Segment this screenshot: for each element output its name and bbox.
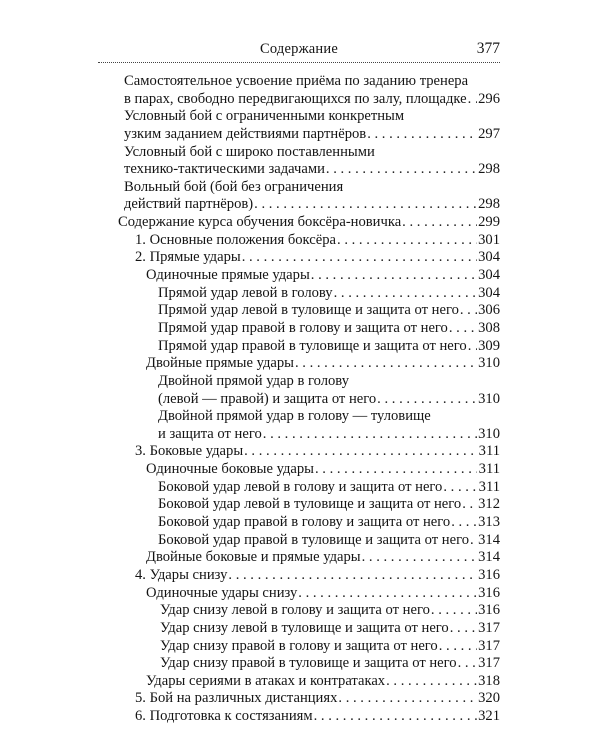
- toc-entry: [124, 161, 500, 179]
- toc-entry-line: Двойной прямой удар в голову: [158, 372, 349, 389]
- toc-entry-page: 301: [478, 231, 500, 248]
- dot-leader: [449, 320, 477, 338]
- dot-leader: [362, 549, 477, 567]
- toc-entry: [160, 655, 500, 673]
- page-number: 377: [476, 40, 500, 57]
- toc-entry-page: 321: [478, 708, 500, 725]
- toc-entry-page: 310: [478, 355, 500, 372]
- toc-entry-title: Содержание курса обучения боксёра-новичка: [118, 214, 402, 231]
- dot-leader: [386, 673, 477, 691]
- toc-entry: [158, 479, 500, 497]
- dot-leader: [338, 690, 477, 708]
- toc-entry-title: Боковой удар левой в голову и защита от него: [158, 478, 443, 495]
- toc-entry-title: Двойные прямые удары: [146, 355, 294, 372]
- toc-entry-page: 317: [478, 619, 500, 636]
- toc-entry-page: 298: [478, 161, 500, 178]
- toc-entry: [135, 690, 500, 708]
- toc-entry-page: 312: [478, 496, 500, 513]
- toc-entry-page: 311: [478, 478, 500, 495]
- toc-entry: [146, 267, 500, 285]
- toc-entry: [158, 514, 500, 532]
- dot-leader: [431, 602, 477, 620]
- toc-entry-title: Удар снизу правой в туловище и защита от него: [160, 655, 457, 672]
- dot-leader: [460, 302, 477, 320]
- toc-entry-page: 314: [478, 549, 500, 566]
- toc-entry-page: 316: [478, 584, 500, 601]
- dot-leader: [244, 443, 477, 461]
- toc-entry-page: 316: [478, 602, 500, 619]
- toc-entry-page: 313: [478, 514, 500, 531]
- toc-entry-title: и защита от него: [158, 425, 262, 442]
- dot-leader: [263, 426, 477, 444]
- toc-entry-line: Условный бой с ограниченными конкретным: [124, 108, 405, 125]
- toc-entry-title: (левой — правой) и защита от него: [158, 390, 377, 407]
- toc-entry: [135, 232, 500, 250]
- toc-entry-title: Прямой удар левой в голову: [158, 284, 333, 301]
- toc-entry: [158, 496, 500, 514]
- toc-entry-title: Прямой удар правой в голову и защита от него: [158, 319, 448, 336]
- toc-entry-title: Удар снизу левой в туловище и защита от него: [160, 619, 449, 636]
- dot-leader: [295, 355, 477, 373]
- toc-entry-title: Одиночные удары снизу: [146, 584, 298, 601]
- toc-entry-title: Одиночные боковые удары: [146, 461, 314, 478]
- toc-entry-title: 3. Боковые удары: [135, 443, 244, 460]
- dot-leader: [402, 214, 477, 232]
- toc-entry: [158, 338, 500, 356]
- toc-entry-page: 298: [478, 196, 500, 213]
- toc-entry-title: 5. Бой на различных дистанциях: [135, 690, 338, 707]
- toc-entry-title: Боковой удар правой в туловище и защита от него: [158, 531, 470, 548]
- toc-entry-page: 309: [478, 337, 500, 354]
- toc-entry-page: 317: [478, 637, 500, 654]
- toc-entry-page: 311: [478, 461, 500, 478]
- dot-leader: [315, 461, 477, 479]
- toc-entry: [124, 91, 500, 109]
- toc-entry: [158, 302, 500, 320]
- toc-entry-title: Удар снизу правой в голову и защита от него: [160, 637, 438, 654]
- toc-entry-page: 310: [478, 390, 500, 407]
- toc-entry-title: действий партнёров): [124, 196, 254, 213]
- toc-entry: [146, 585, 500, 603]
- toc-entry: [135, 249, 500, 267]
- toc-entry: [146, 355, 500, 373]
- toc-entry-title: 1. Основные положения боксёра: [135, 231, 337, 248]
- toc-entry: [146, 549, 500, 567]
- toc-entry-title: Прямой удар правой в туловище и защита от него: [158, 337, 467, 354]
- toc-entry: [158, 532, 500, 550]
- dot-leader: [298, 585, 477, 603]
- dot-leader: [326, 161, 477, 179]
- dot-leader: [451, 514, 477, 532]
- toc-entry: [158, 285, 500, 303]
- toc-entry: [160, 638, 500, 656]
- toc-entry-title: Прямой удар левой в туловище и защита от него: [158, 302, 459, 319]
- toc-entry-title: 6. Подготовка к состязаниям: [135, 708, 313, 725]
- dot-leader: [450, 620, 477, 638]
- toc-entry-title: технико-тактическими задачами: [124, 161, 325, 178]
- toc-entry-title: Боковой удар левой в туловище и защита от него: [158, 496, 462, 513]
- toc-entry-page: 311: [478, 443, 500, 460]
- dot-leader: [458, 655, 477, 673]
- toc-entry: [158, 426, 500, 444]
- toc-entry-title: 2. Прямые удары: [135, 249, 241, 266]
- toc-entry-page: 310: [478, 425, 500, 442]
- dot-leader: [314, 708, 477, 726]
- toc-entry: [124, 126, 500, 144]
- dot-leader: [439, 638, 477, 656]
- toc-entry-page: 304: [478, 267, 500, 284]
- toc-entry-line: Самостоятельное усвоение приёма по заданию тренера: [124, 73, 469, 89]
- toc-entry-title: в парах, свободно передвигающихся по залу, площадке: [124, 90, 467, 107]
- toc-entry: [160, 602, 500, 620]
- toc-entry: [135, 443, 500, 461]
- dot-leader: [462, 496, 477, 514]
- toc-entry-page: 304: [478, 249, 500, 266]
- toc-entry: [146, 673, 500, 691]
- toc-entry: [135, 708, 500, 726]
- toc-entry-title: Удары сериями в атаках и контратаках: [146, 672, 386, 689]
- toc-entry-page: 320: [478, 690, 500, 707]
- toc-entry: [135, 567, 500, 585]
- toc-entry-title: Двойные боковые и прямые удары: [146, 549, 361, 566]
- dot-leader: [468, 91, 477, 109]
- toc-entry: [158, 391, 500, 409]
- toc-entry-page: 304: [478, 284, 500, 301]
- dot-leader: [334, 285, 477, 303]
- toc-entry: [124, 196, 500, 214]
- toc-entry-line: Вольный бой (бой без ограничения: [124, 178, 344, 195]
- header-dotted-rule: [98, 62, 500, 63]
- toc-entry-page: 317: [478, 655, 500, 672]
- toc-entry-title: 4. Удары снизу: [135, 566, 228, 583]
- toc-entry: [146, 461, 500, 479]
- dot-leader: [337, 232, 477, 250]
- toc-entry-page: 308: [478, 319, 500, 336]
- dot-leader: [242, 249, 477, 267]
- toc-entry-page: 318: [478, 672, 500, 689]
- dot-leader: [443, 479, 477, 497]
- toc-entry-page: 296: [478, 90, 500, 107]
- dot-leader: [470, 532, 477, 550]
- dot-leader: [254, 196, 477, 214]
- toc-entry-line: Двойной прямой удар в голову — туловище: [158, 408, 431, 425]
- dot-leader: [468, 338, 477, 356]
- running-header: [98, 38, 500, 62]
- toc-entry-page: 316: [478, 566, 500, 583]
- toc-entry-title: Боковой удар правой в голову и защита от него: [158, 514, 451, 531]
- table-of-contents: [0, 73, 600, 726]
- dot-leader: [377, 391, 477, 409]
- toc-entry-line: Условный бой с широко поставленными: [124, 143, 375, 160]
- running-header-title: Содержание: [260, 41, 338, 57]
- dot-leader: [367, 126, 477, 144]
- dot-leader: [228, 567, 477, 585]
- toc-entry-title: Удар снизу левой в голову и защита от него: [160, 602, 430, 619]
- toc-entry-title: узким заданием действиями партнёров: [124, 125, 367, 142]
- toc-entry: [158, 320, 500, 338]
- dot-leader: [311, 267, 477, 285]
- toc-entry-title: Одиночные прямые удары: [146, 267, 310, 284]
- toc-entry: [160, 620, 500, 638]
- toc-entry: [118, 214, 500, 232]
- toc-entry-page: 299: [478, 214, 500, 231]
- toc-entry-page: 297: [478, 125, 500, 142]
- toc-entry-page: 314: [478, 531, 500, 548]
- toc-entry-page: 306: [478, 302, 500, 319]
